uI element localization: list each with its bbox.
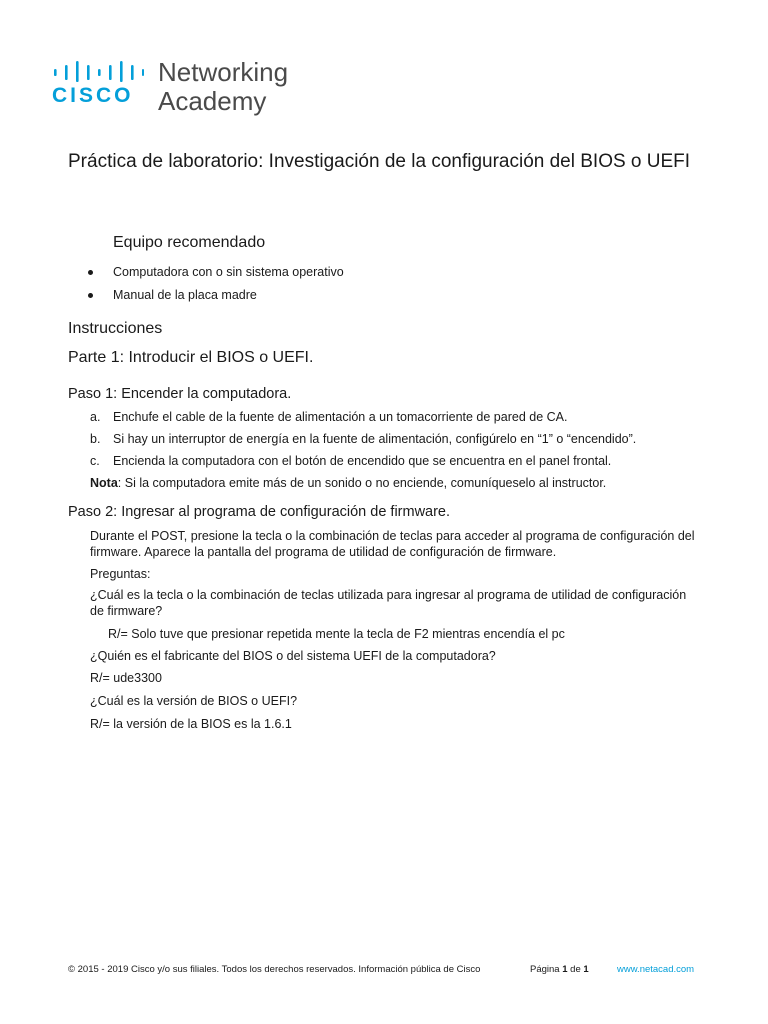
page-of: de: [570, 964, 581, 975]
list-item: [90, 431, 636, 453]
step-item-text: Si hay un interruptor de energía en la fuente de alimentación, configúrelo en “1” o “encendido”.: [113, 432, 637, 446]
cisco-bars-icon: [52, 60, 144, 82]
instructions-heading: Instrucciones: [68, 320, 163, 337]
answer-3: R/= la versión de la BIOS es la 1.6.1: [90, 717, 292, 731]
bullet-icon: [88, 293, 93, 298]
cisco-networking-academy-logo: [52, 56, 312, 120]
part1-heading: Parte 1: Introducir el BIOS o UEFI.: [68, 349, 314, 366]
logo-academy-text: Academy: [158, 86, 267, 116]
equipment-item-text: Computadora con o sin sistema operativo: [113, 265, 344, 279]
page-current: 1: [562, 964, 568, 975]
list-marker: a.: [90, 410, 101, 424]
page-total: 1: [583, 964, 589, 975]
questions-label: Preguntas:: [90, 567, 151, 581]
page-label: Página: [530, 964, 560, 975]
question-2: ¿Quién es el fabricante del BIOS o del sistema UEFI de la computadora?: [90, 649, 496, 663]
footer-copyright: © 2015 - 2019 Cisco y/o sus filiales. Todos los derechos reservados. Información pública de Cisco: [68, 964, 481, 975]
question-3: ¿Cuál es la versión de BIOS o UEFI?: [90, 694, 298, 708]
step2-heading: Paso 2: Ingresar al programa de configuración de firmware.: [68, 504, 451, 520]
footer-page-number: [530, 964, 589, 975]
list-item: [88, 264, 344, 287]
equipment-list: [88, 264, 344, 310]
list-item: [90, 453, 636, 475]
document-title: Práctica de laboratorio: Investigación de la configuración del BIOS o UEFI: [68, 151, 691, 172]
answer-2: R/= ude3300: [90, 671, 162, 685]
equipment-heading: Equipo recomendado: [113, 234, 266, 251]
step-item-text: Encienda la computadora con el botón de encendido que se encuentra en el panel frontal.: [113, 454, 612, 468]
logo-networking-text: Networking: [158, 57, 289, 87]
list-item: [90, 409, 636, 431]
cisco-wordmark: CISCO: [52, 84, 134, 107]
list-marker: c.: [90, 454, 100, 468]
question-1: ¿Cuál es la tecla o la combinación de teclas utilizada para ingresar al programa de utilidad de configuración de firmware?: [90, 588, 687, 618]
list-marker: b.: [90, 432, 101, 446]
note-label: Nota: [90, 476, 118, 490]
list-item: [88, 287, 344, 310]
answer-1: R/= Solo tuve que presionar repetida mente la tecla de F2 mientras encendía el pc: [108, 627, 565, 641]
note-text: : Si la computadora emite más de un sonido o no enciende, comuníqueselo al instructor.: [117, 476, 607, 490]
footer-url-link[interactable]: www.netacad.com: [617, 964, 695, 975]
step2-intro: Durante el POST, presione la tecla o la combinación de teclas para acceder al programa de configuración del firmware. Aparece la pantalla del programa de utilidad de configuración de firmware.: [90, 529, 695, 559]
equipment-item-text: Manual de la placa madre: [113, 288, 257, 302]
step1-list: [90, 409, 636, 475]
step1-heading: Paso 1: Encender la computadora.: [68, 386, 292, 402]
step1-note: [90, 476, 606, 490]
bullet-icon: [88, 270, 93, 275]
step-item-text: Enchufe el cable de la fuente de alimentación a un tomacorriente de pared de CA.: [113, 410, 568, 424]
